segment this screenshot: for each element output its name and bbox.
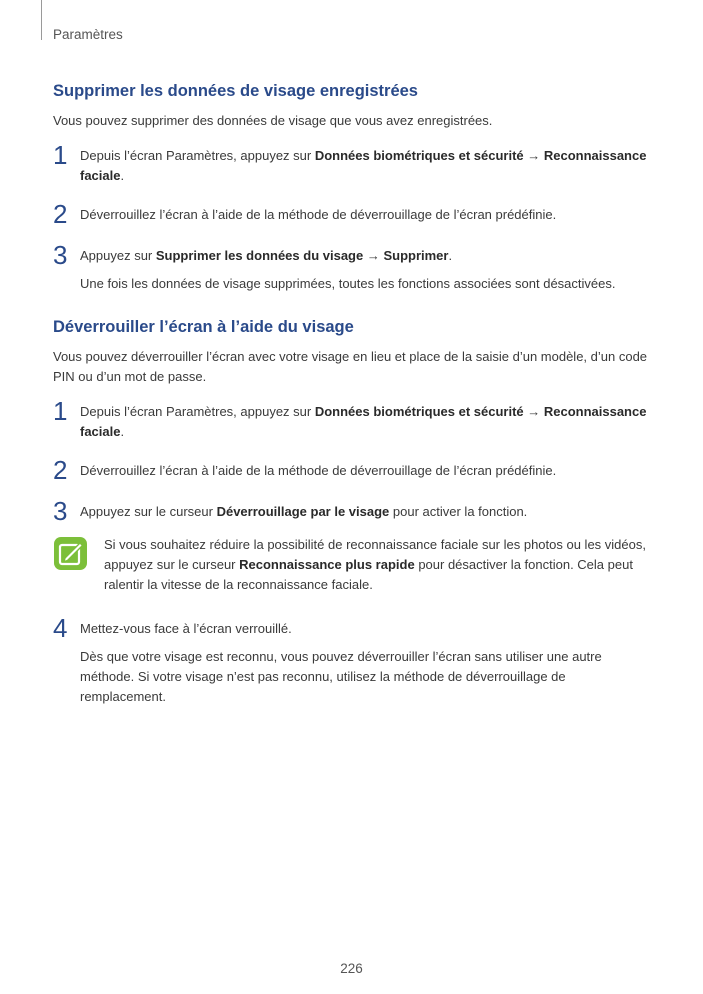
section2-step-4: 4 Mettez-vous face à l’écran verrouillé. Dès que votre visage est reconnu, vous pouvez déverrouiller l’écran sans utiliser une autre méthode. Si votre visage n’est pas reconnu, utilisez la méthode de déverrouillage de remplacement. xyxy=(53,619,653,707)
section1-step-1: 1 Depuis l’écran Paramètres, appuyez sur Données biométriques et sécurité → Reconnaissance faciale. xyxy=(53,140,647,183)
step-number: 4 xyxy=(53,613,68,643)
section2-title: Déverrouiller l’écran à l’aide du visage xyxy=(53,318,354,336)
step-detail: Une fois les données de visage supprimées, toutes les fonctions associées sont désactivées. xyxy=(80,276,616,291)
section2-intro: Vous pouvez déverrouiller l’écran avec votre visage en lieu et place de la saisie d’un modèle, d’un code PIN ou d’un mot de passe. xyxy=(53,349,648,384)
section2-step-2: 2 Déverrouillez l’écran à l’aide de la méthode de déverrouillage de l’écran prédéfinie. xyxy=(53,455,557,485)
step-detail: Dès que votre visage est reconnu, vous pouvez déverrouiller l’écran sans utiliser une autre méthode. Si votre visage n’est pas reconnu, utilisez la méthode de déverrouillage de remplacement. xyxy=(80,649,602,704)
section1-intro: Vous pouvez supprimer des données de visage que vous avez enregistrées. xyxy=(53,113,493,128)
note-box: Si vous souhaitez réduire la possibilité de reconnaissance faciale sur les photos ou les vidéos, appuyez sur le curseur Reconnaissance plus rapide pour désactiver la fonction. Cela peut ralentir la vitesse de la reconnaissance faciale. xyxy=(53,535,653,595)
pencil-note-icon xyxy=(53,536,88,571)
section-header: Paramètres xyxy=(53,27,123,42)
header-rule xyxy=(41,0,42,40)
page-content xyxy=(53,82,653,707)
step-number: 1 xyxy=(53,140,68,170)
step-number: 2 xyxy=(53,455,68,485)
step-number: 3 xyxy=(53,240,68,270)
step-number: 1 xyxy=(53,396,68,426)
section2-step-3: 3 Appuyez sur le curseur Déverrouillage par le visage pour activer la fonction. xyxy=(53,496,528,526)
page-number: 226 xyxy=(340,961,363,976)
section1-step-2: 2 Déverrouillez l’écran à l’aide de la méthode de déverrouillage de l’écran prédéfinie. xyxy=(53,199,557,229)
section2-step-1: 1 Depuis l’écran Paramètres, appuyez sur Données biométriques et sécurité → Reconnaissance faciale. xyxy=(53,396,647,439)
section1-step-3: 3 Appuyez sur Supprimer les données du visage → Supprimer. Une fois les données de visage supprimées, toutes les fonctions associées sont désactivées. xyxy=(53,246,653,294)
section1-title: Supprimer les données de visage enregistrées xyxy=(53,82,418,100)
step-number: 2 xyxy=(53,199,68,229)
step-number: 3 xyxy=(53,496,68,526)
